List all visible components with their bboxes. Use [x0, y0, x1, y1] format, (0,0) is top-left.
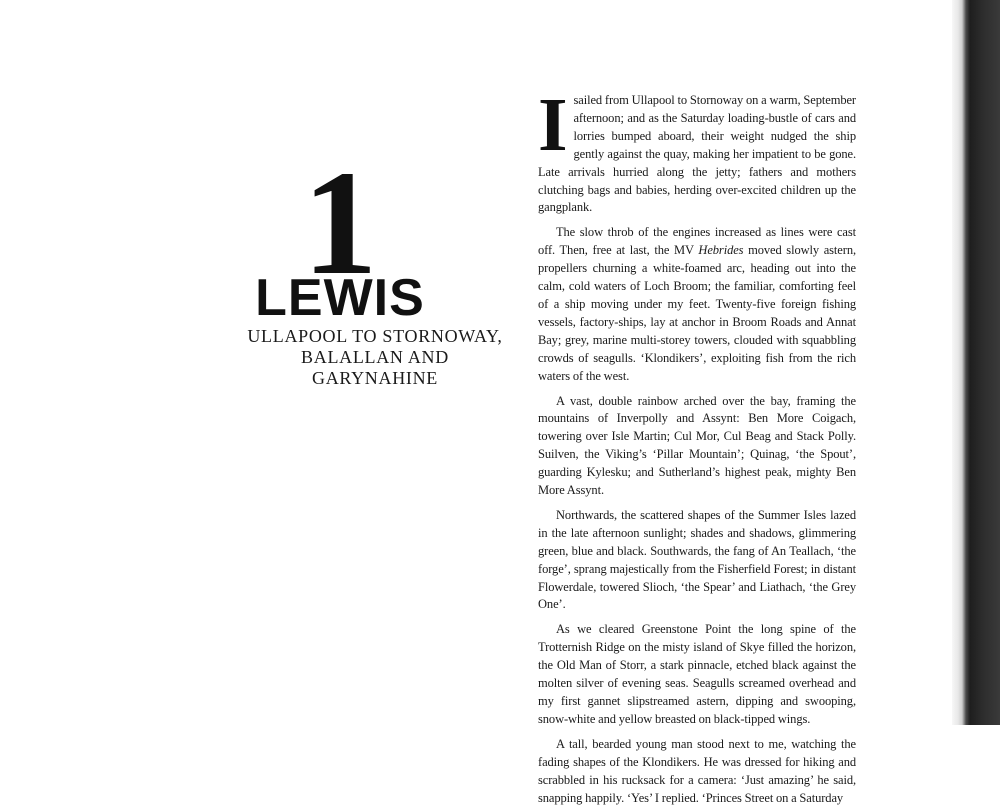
chapter-subtitle-line-1: ULLAPOOL TO STORNOWAY,: [247, 326, 503, 346]
book-edge: [952, 0, 1000, 725]
paragraph-1: [538, 83, 856, 217]
body-text: [538, 83, 856, 807]
chapter-subtitle-line-2: BALALLAN AND GARYNAHINE: [301, 347, 449, 388]
paragraph-5: As we cleared Greenstone Point the long spine of the Trotternish Ridge on the misty island of Skye filled the horizon, the Old Man of Storr, a stark pinnacle, etched black against the molten silver of evening seas. Seagulls screamed overhead and my first gannet slipstreamed astern, dipping and swooping, snow-white and yellow breasted on black-tipped wings.: [538, 622, 856, 726]
paragraph-2-text-a: The slow throb of the engines increased as lines were cast off. Then, free at last, the MV: [538, 225, 856, 258]
ship-name: Hebrides: [698, 243, 744, 258]
paragraph-1-text: sailed from Ullapool to Stornoway on a warm, September afternoon; and as the Saturday loading-bustle of cars and lorries bumped aboard, their weight nudged the ship gently against the quay, making her impatient to be gone. Late arrivals hurried along the jetty; fathers and mothers clutching bags and babies, herding over-excited children up the gangplank.: [538, 93, 856, 215]
chapter-number: 1: [302, 140, 378, 306]
paragraph-6: A tall, bearded young man stood next to me, watching the fading shapes of the Klondikers. He was dressed for hiking and scrabbled in his rucksack for a camera: ‘Just amazing’ he said, snapping happily. ‘Yes’ I replied. ‘Princes Street on a Saturday: [538, 736, 856, 805]
chapter-subtitle: [240, 326, 510, 389]
paragraph-2-text-b: moved slowly astern, propellers churning a white-foamed arc, heading out into the calm, cold waters of Loch Broom; the familiar, comforting feel of a ship moving under my feet. Twenty-five foreign fishing vessels, factory-ships, lay at anchor in Broom Roads and Annat Bay; grey, marine multi-storey towers, clouded with squabbling crowds of seagulls. ‘Klondikers’, exploiting fish from the rich waters of the west.: [538, 243, 856, 383]
paragraph-4: Northwards, the scattered shapes of the Summer Isles lazed in the late afternoon sunlight; shades and shadows, glimmering green, blue and black. Southwards, the fang of An Teallach, ‘the forge’, sprang majestically from the Fisherfield Forest; in distant Flowerdale, towered Slioch, ‘the Spear’ and Liathach, ‘the Grey One’.: [538, 507, 856, 612]
chapter-title: LEWIS: [255, 269, 425, 327]
drop-cap: I: [538, 83, 568, 167]
paragraph-3: A vast, double rainbow arched over the bay, framing the mountains of Inverpolly and Assynt: Ben More Coigach, towering over Isle Martin; Cul Mor, Cul Beag and Stack Polly. Suilven, the Viking’s ‘Pillar Mountain’; Quinag, ‘the Spout’, guarding Kylesku; and Sutherland’s highest peak, mighty Ben More Assynt.: [538, 393, 856, 498]
paragraph-2: [538, 224, 856, 385]
